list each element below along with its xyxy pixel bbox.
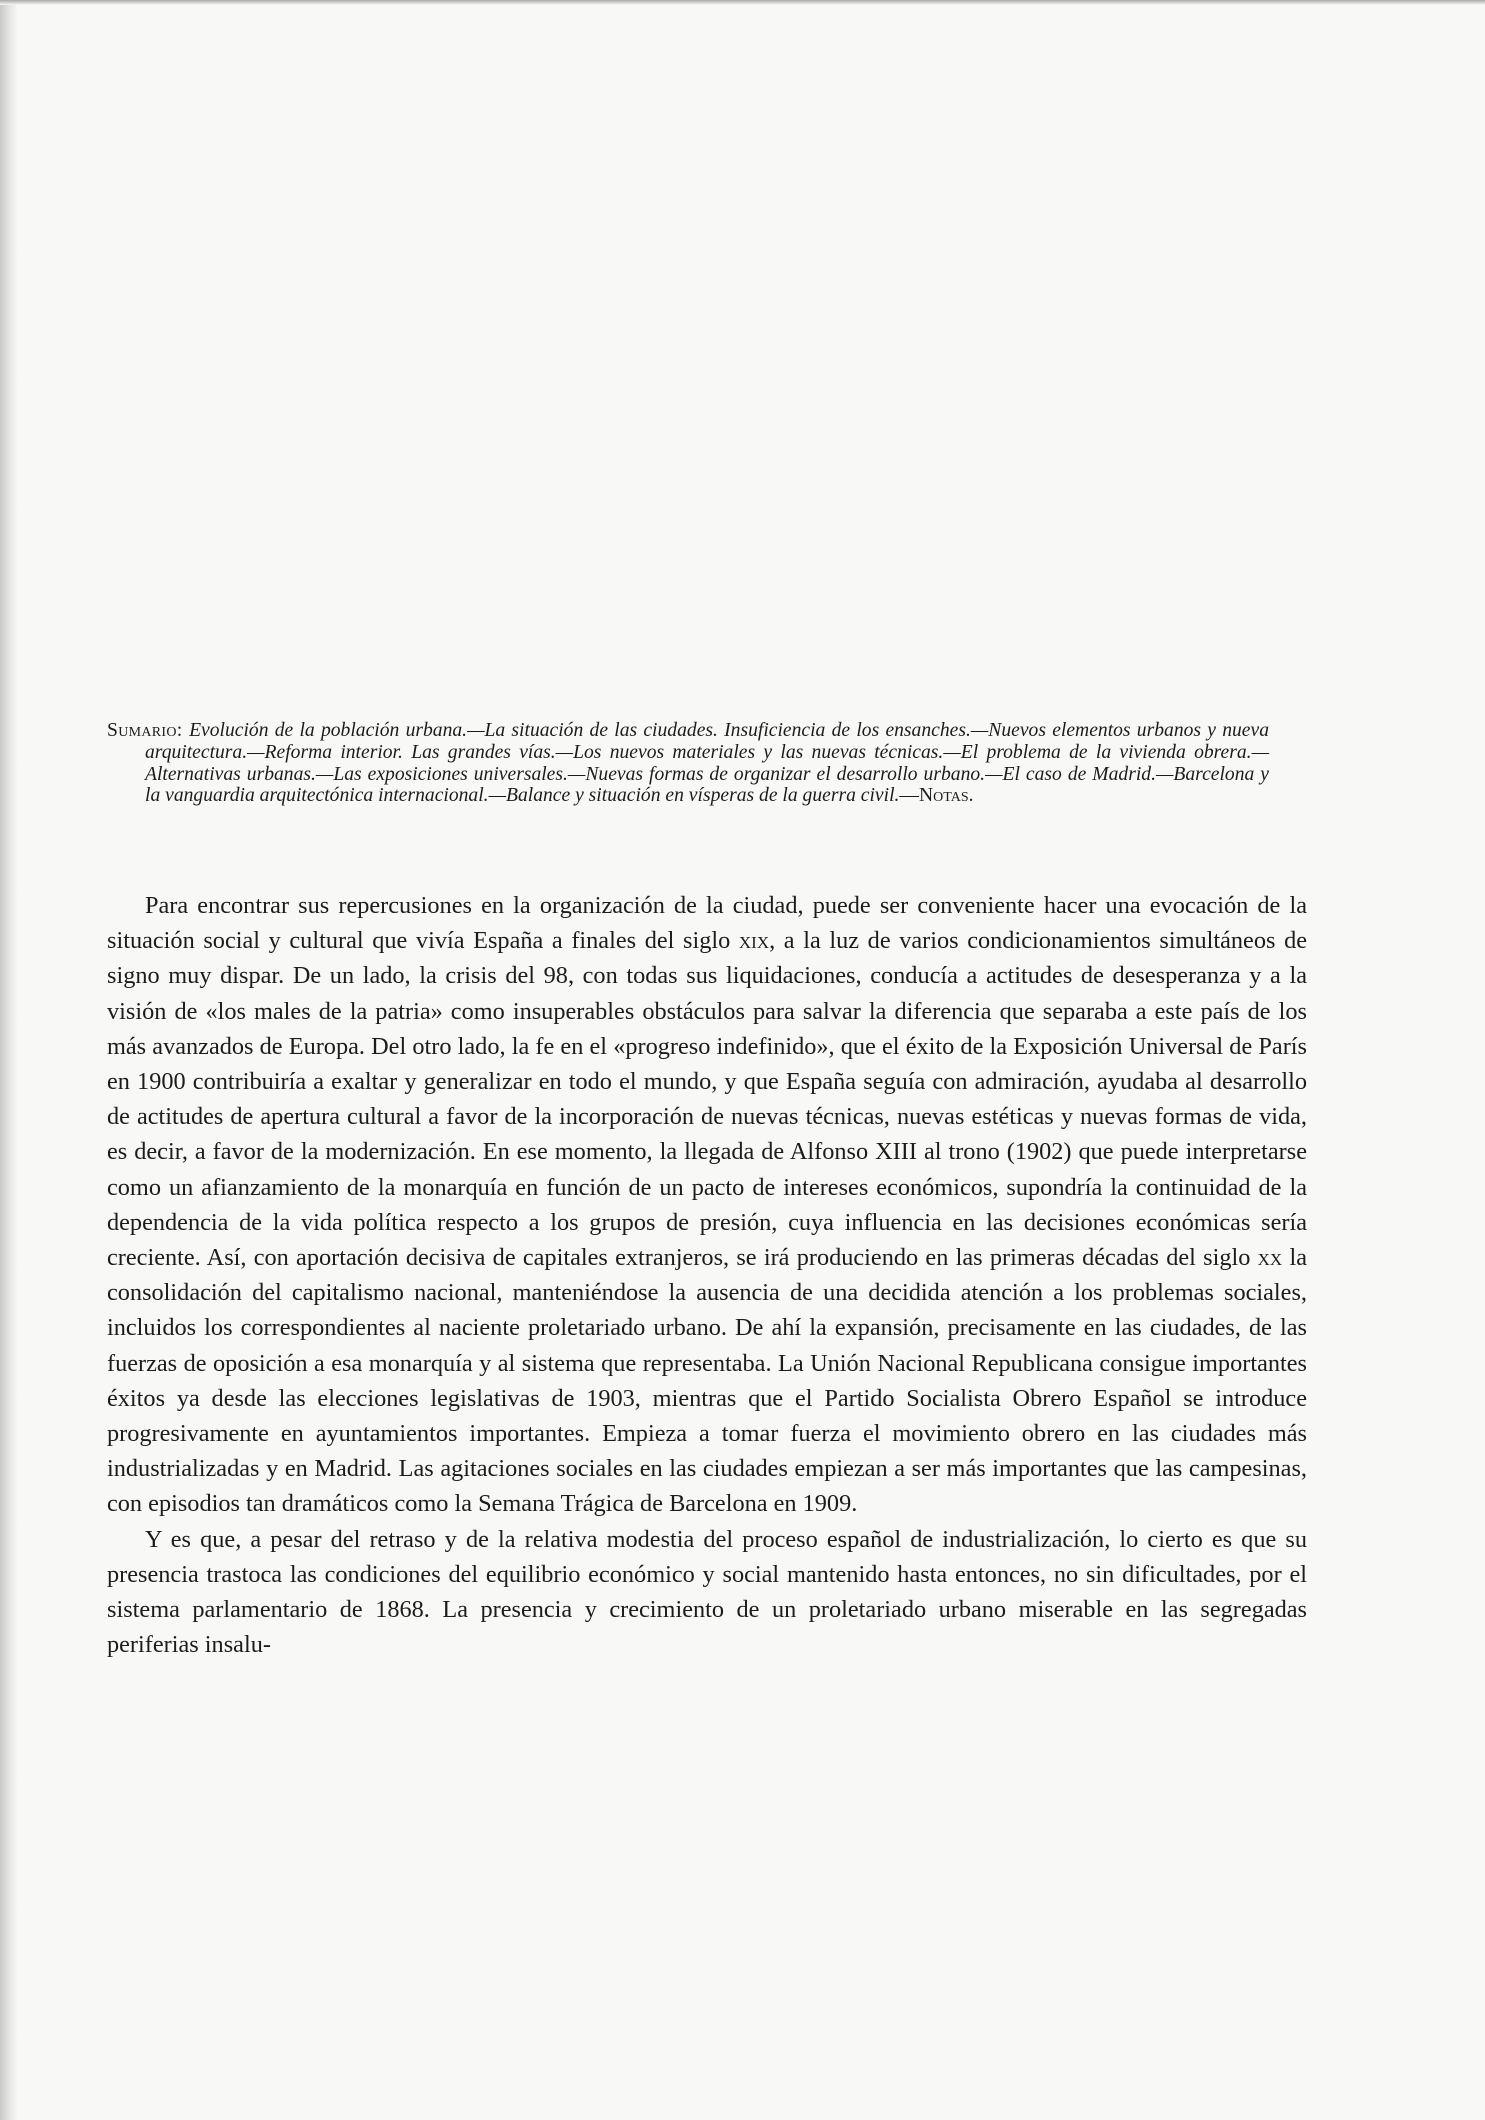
paragraph-1: [107, 888, 1307, 1522]
paragraph-1-part-a: Para encontrar sus repercusiones en la organización de la ciudad, puede ser conveniente hacer una evocación de la situación social y cultural que vivía España a finales del siglo: [107, 892, 1307, 955]
summary-items: Evolución de la población urbana.—La situación de las ciudades. Insuficiencia de los ensanches.—Nuevos elementos urbanos y nueva arquitectura.—Reforma interior. Las grandes vías.—Los nuevos materiales y las nuevas técnicas.—El problema de la vivienda obrera.—Alternativas urbanas.—Las exposiciones universales.—Nuevas formas de organizar el desarrollo urbano.—El caso de Madrid.—Barcelona y la vanguardia arquitectónica internacional.—Balance y situación en vísperas de la guerra civil.: [145, 720, 1269, 807]
paragraph-2: Y es que, a pesar del retraso y de la relativa modestia del proceso español de industrialización, lo cierto es que su presencia trastoca las condiciones del equilibrio económico y social mantenido hasta entonces, no sin dificultades, por el sistema parlamentario de 1868. La presencia y crecimiento de un proletariado urbano miserable en las segregadas periferias insalu-: [107, 1525, 1307, 1659]
paragraph-1-part-c: la consolidación del capitalismo nacional, manteniéndose la ausencia de una decidida atención a los problemas sociales, incluidos los correspondientes al naciente proletariado urbano. De ahí la expansión, precisamente en las ciudades, de las fuerzas de oposición a esa monarquía y al sistema que representaba. La Unión Nacional Republicana consigue importantes éxitos ya desde las elecciones legislativas de 1903, mientras que el Partido Socialista Obrero Español se introduce progresivamente en ayuntamientos importantes. Empieza a tomar fuerza el movimiento obrero en las ciudades más industrializadas y en Madrid. Las agitaciones sociales en las ciudades empiezan a ser más importantes que las campesinas, con episodios tan dramáticos como la Semana Trágica de Barcelona en 1909.: [107, 1244, 1308, 1518]
body-text: [107, 888, 1307, 1662]
century-19: xix: [738, 927, 770, 955]
paragraph-1-part-b: , a la luz de varios condicionamientos simultáneos de signo muy dispar. De un lado, la crisis del 98, con todas sus liquidaciones, conducía a actitudes de desesperanza y a la visión de «los males de la patria» como insuperables obstáculos para salvar la diferencia que separaba a este país de los más avanzados de Europa. Del otro lado, la fe en el «progreso indefinido», que el éxito de la Exposición Universal de París en 1900 contribuiría a exaltar y generalizar en todo el mundo, y que España seguía con admiración, ayudaba al desarrollo de actitudes de apertura cultural a favor de la incorporación de nuevas técnicas, nuevas estéticas y nuevas formas de vida, es decir, a favor de la modernización. En ese momento, la llegada de Alfonso XIII al trono (1902) que puede interpretarse como un afianzamiento de la monarquía en función de un pacto de intereses económicos, supondría la continuidad de la dependencia de la vida política respecto a los grupos de presión, cuya influencia en las decisiones económicas sería creciente. Así, con aportación decisiva de capitales extranjeros, se irá produciendo en las primeras décadas del siglo: [107, 927, 1307, 1272]
summary-notes: —Notas.: [899, 785, 974, 807]
summary-label: Sumario:: [107, 720, 190, 741]
document-page: [107, 0, 1332, 2120]
chapter-summary: [107, 720, 1269, 807]
century-20: xx: [1257, 1244, 1283, 1272]
scan-left-edge: [0, 0, 18, 2120]
